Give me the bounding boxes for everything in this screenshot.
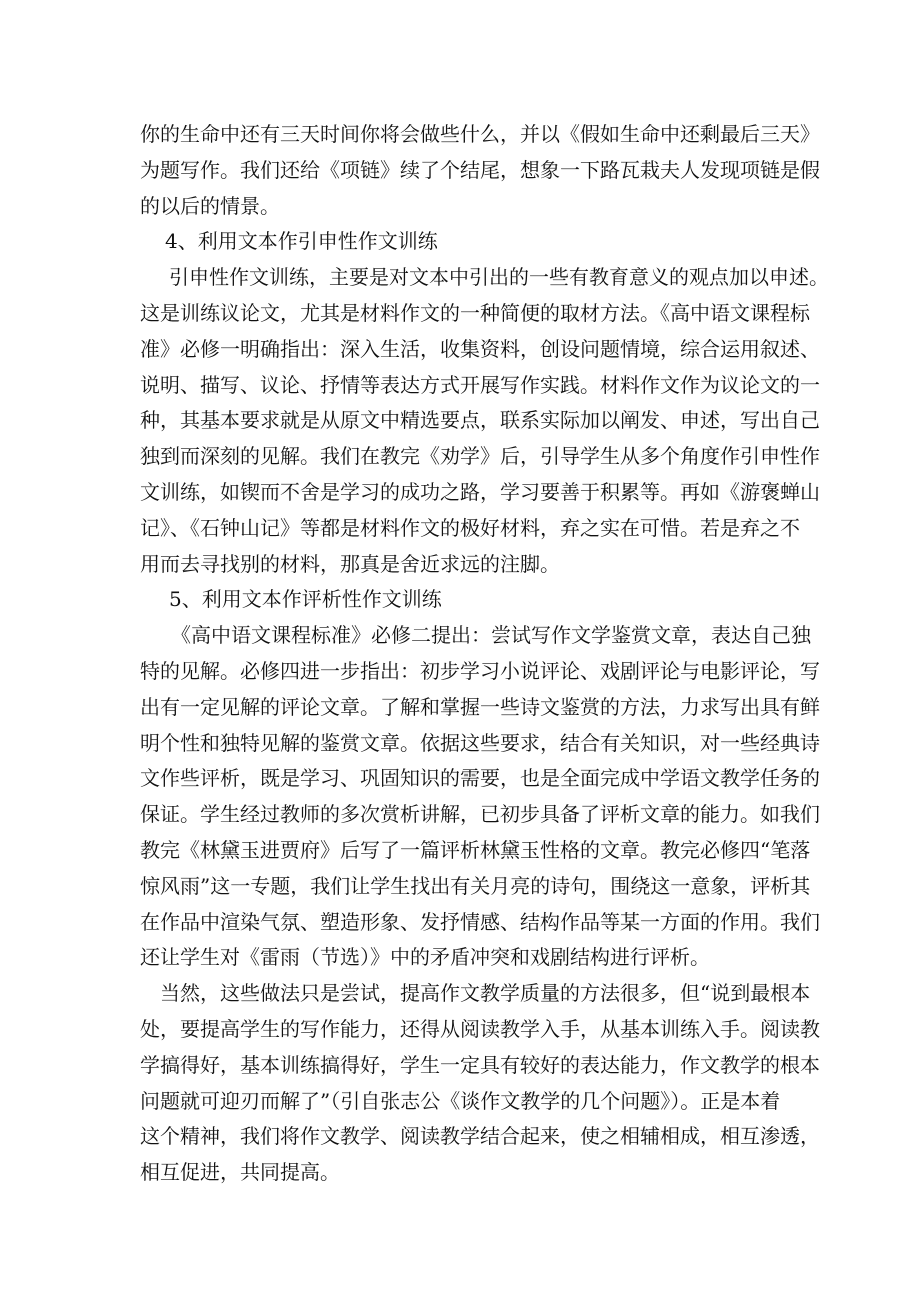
text-line: 说明、描写、议论、抒情等表达方式开展写作实践。材料作文作为议论文的一	[140, 372, 820, 397]
text-line: 学搞得好，基本训练搞得好，学生一定具有较好的表达能力，作文教学的根本	[140, 1052, 820, 1077]
text-line: 相互促进，共同提高。	[140, 1160, 340, 1185]
text-line: 问题就可迎刃而解了”（引自张志公《谈作文教学的几个问题》）。正是本着	[140, 1088, 781, 1113]
text-line: 为题写作。我们还给《项链》续了个结尾，想象一下路瓦栽夫人发现项链是假	[140, 157, 820, 182]
text-line: 的以后的情景。	[140, 193, 280, 218]
text-line: 记》、《石钟山记》等都是材料作文的极好材料，弃之实在可惜。若是弃之不	[140, 515, 800, 540]
text-line: 文训练，如锲而不舍是学习的成功之路，学习要善于积累等。再如《游褒蝉山	[140, 479, 820, 504]
text-line: 准》必修一明确指出：深入生活，收集资料，创设问题情境，综合运用叙述、	[140, 336, 820, 361]
text-line: 5、利用文本作评析性作文训练	[169, 587, 442, 612]
text-line: 惊风雨”这一专题，我们让学生找出有关月亮的诗句，围绕这一意象，评析其	[140, 873, 811, 898]
text-line: 种，其基本要求就是从原文中精选要点，联系实际加以阐发、申述，写出自己	[140, 408, 820, 433]
text-line: 这个精神，我们将作文教学、阅读教学结合起来，使之相辅相成，相互渗透，	[140, 1124, 820, 1149]
text-line: 明个性和独特见解的鉴赏文章。依据这些要求，结合有关知识，对一些经典诗	[140, 730, 820, 755]
text-line: 保证。学生经过教师的多次赏析讲解，已初步具备了评析文章的能力。如我们	[140, 802, 820, 827]
text-line: 出有一定见解的评论文章。了解和掌握一些诗文鉴赏的方法，力求写出具有鲜	[140, 694, 820, 719]
text-line: 在作品中渲染气氛、塑造形象、发抒情感、结构作品等某一方面的作用。我们	[140, 909, 820, 934]
text-line: 当然，这些做法只是尝试，提高作文教学质量的方法很多，但“说到最根本	[160, 981, 811, 1006]
text-line: 独到而深刻的见解。我们在教完《劝学》后，引导学生从多个角度作引申性作	[140, 444, 820, 469]
text-line: 特的见解。必修四进一步指出：初步学习小说评论、戏剧评论与电影评论，写	[140, 658, 820, 683]
text-line: 教完《林黛玉进贾府》后写了一篇评析林黛玉性格的文章。教完必修四“笔落	[140, 837, 811, 862]
text-line: 你的生命中还有三天时间你将会做些什么，并以《假如生命中还剩最后三天》	[140, 122, 820, 146]
text-line: 引申性作文训练，主要是对文本中引出的一些有教育意义的观点加以申述。	[169, 265, 829, 290]
text-line: 还让学生对《雷雨（节选）》中的矛盾冲突和戏剧结构进行评析。	[140, 945, 710, 970]
text-line: 用而去寻找别的材料，那真是舍近求远的注脚。	[140, 551, 560, 576]
text-line: 4、利用文本作引申性作文训练	[165, 229, 438, 254]
text-line: 处，要提高学生的写作能力，还得从阅读教学入手，从基本训练入手。阅读教	[140, 1016, 820, 1041]
text-line: 《高中语文课程标准》必修二提出：尝试写作文学鉴赏文章，表达自己独	[171, 623, 811, 648]
document-body	[140, 117, 829, 1191]
text-line: 这是训练议论文，尤其是材料作文的一种简便的取材方法。《高中语文课程标	[140, 300, 810, 325]
text-line: 文作些评析，既是学习、巩固知识的需要，也是全面完成中学语文教学任务的	[140, 766, 820, 791]
